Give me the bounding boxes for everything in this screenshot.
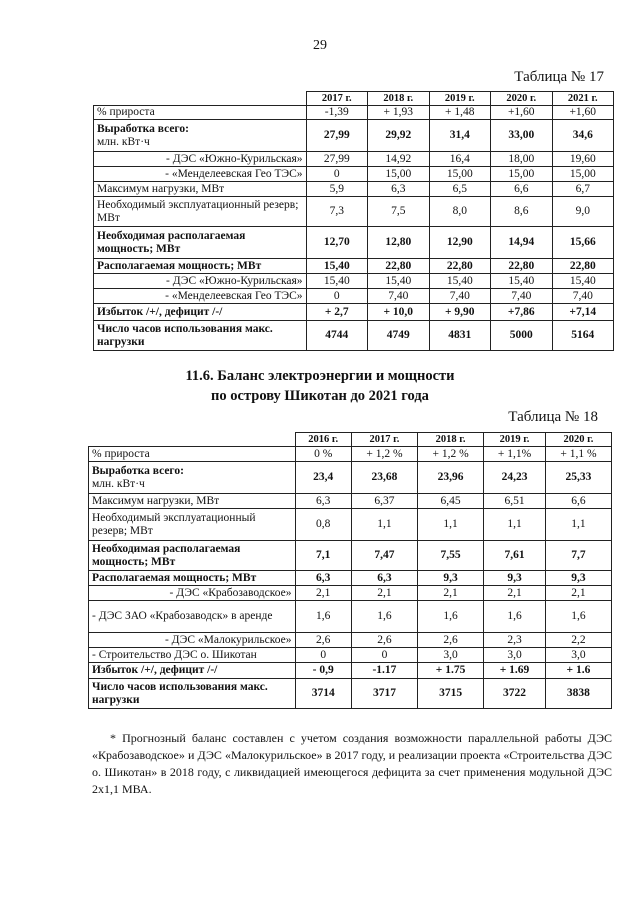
table-row: [89, 601, 612, 633]
row-label-text: Выработка всего:: [92, 464, 184, 477]
footnote: [92, 730, 612, 798]
value-cell: 18,00: [491, 152, 553, 167]
table-row: [94, 274, 614, 289]
value-cell: 15,00: [368, 167, 430, 182]
value-cell: 3838: [545, 679, 611, 709]
table-row: [94, 152, 614, 167]
value-cell: +7,86: [491, 304, 553, 321]
value-cell: + 9,90: [429, 304, 491, 321]
table-row: [94, 106, 614, 120]
row-label: [94, 167, 307, 182]
value-cell: -1.17: [351, 663, 417, 679]
table-17: [93, 91, 614, 351]
value-cell: + 1.69: [484, 663, 546, 679]
value-cell: 2,1: [545, 586, 611, 601]
row-unit-text: млн. кВт·ч: [97, 135, 150, 148]
value-cell: 12,90: [429, 227, 491, 259]
header-empty-cell: [89, 433, 296, 447]
value-cell: 6,3: [368, 182, 430, 197]
value-cell: 7,7: [545, 541, 611, 571]
value-cell: 3722: [484, 679, 546, 709]
row-label-text: % прироста: [92, 447, 150, 460]
value-cell: 15,40: [429, 274, 491, 289]
value-cell: 15,00: [552, 167, 614, 182]
row-label-text: Располагаемая мощность; МВт: [97, 259, 262, 272]
value-cell: + 1,93: [368, 106, 430, 120]
value-cell: 4831: [429, 321, 491, 351]
value-cell: 12,80: [368, 227, 430, 259]
value-cell: 3,0: [484, 648, 546, 663]
row-label-text: Необходимый эксплуатационный резерв; МВт: [97, 198, 299, 224]
value-cell: 0: [351, 648, 417, 663]
table-row: [94, 120, 614, 152]
table-18: [88, 432, 612, 709]
row-label-text: Избыток /+/, дефицит /-/: [97, 305, 223, 318]
value-cell: 25,33: [545, 462, 611, 494]
value-cell: 1,1: [484, 509, 546, 541]
table-row: [94, 197, 614, 227]
value-cell: +7,14: [552, 304, 614, 321]
value-cell: 7,40: [368, 289, 430, 304]
value-cell: 1,1: [545, 509, 611, 541]
value-cell: 1,6: [295, 601, 351, 633]
year-header: 2019 г.: [484, 433, 546, 447]
value-cell: 22,80: [429, 259, 491, 274]
row-label: [89, 663, 296, 679]
value-cell: 0: [306, 167, 368, 182]
table-row: [89, 447, 612, 462]
row-label: [94, 182, 307, 197]
year-header: 2019 г.: [429, 92, 491, 106]
table-row: [94, 227, 614, 259]
value-cell: 9,3: [545, 571, 611, 586]
value-cell: 15,40: [306, 259, 368, 274]
value-cell: 3715: [418, 679, 484, 709]
table-row: [89, 509, 612, 541]
value-cell: 6,3: [295, 571, 351, 586]
value-cell: 6,45: [418, 494, 484, 509]
value-cell: 23,96: [418, 462, 484, 494]
row-label: [89, 648, 296, 663]
row-label: [94, 120, 307, 152]
year-header: 2017 г.: [351, 433, 417, 447]
value-cell: 9,3: [418, 571, 484, 586]
table-row: [89, 679, 612, 709]
table-row: [94, 304, 614, 321]
table-row: [89, 462, 612, 494]
row-label-text: Число часов использования макс. нагрузки: [92, 680, 268, 706]
table-row: [94, 289, 614, 304]
value-cell: 8,6: [491, 197, 553, 227]
value-cell: 15,40: [552, 274, 614, 289]
value-cell: 0 %: [295, 447, 351, 462]
value-cell: 5164: [552, 321, 614, 351]
value-cell: 15,40: [306, 274, 368, 289]
value-cell: 2,6: [295, 633, 351, 648]
value-cell: 15,40: [368, 274, 430, 289]
row-unit-text: млн. кВт·ч: [92, 477, 145, 490]
page-number: 29: [313, 38, 327, 53]
value-cell: 34,6: [552, 120, 614, 152]
table-18-caption: Таблица № 18: [508, 409, 598, 425]
table-row: [89, 586, 612, 601]
row-label-text: - ДЭС «Южно-Курильская»: [166, 152, 303, 165]
year-header: 2016 г.: [295, 433, 351, 447]
row-label-text: Необходимая располагаемая мощность; МВт: [92, 542, 241, 568]
value-cell: 27,99: [306, 120, 368, 152]
value-cell: 19,60: [552, 152, 614, 167]
value-cell: 1,6: [418, 601, 484, 633]
row-label-text: Необходимый эксплуатационный резерв; МВт: [92, 511, 256, 537]
section-title-line-2: по острову Шикотан до 2021 года: [211, 388, 429, 404]
row-label-text: Максимум нагрузки, МВт: [92, 494, 220, 507]
value-cell: 2,1: [351, 586, 417, 601]
value-cell: 22,80: [552, 259, 614, 274]
year-header: 2021 г.: [552, 92, 614, 106]
year-header: 2020 г.: [545, 433, 611, 447]
value-cell: 1,6: [484, 601, 546, 633]
row-label: [89, 679, 296, 709]
table-row: [94, 259, 614, 274]
value-cell: + 1.6: [545, 663, 611, 679]
value-cell: 14,94: [491, 227, 553, 259]
value-cell: 7,40: [491, 289, 553, 304]
value-cell: 12,70: [306, 227, 368, 259]
table-row: [89, 494, 612, 509]
row-label-text: - ДЭС «Крабозаводское»: [169, 586, 292, 599]
row-label-text: % прироста: [97, 106, 155, 118]
table-row: [94, 167, 614, 182]
row-label: [94, 197, 307, 227]
value-cell: 15,00: [429, 167, 491, 182]
value-cell: 7,47: [351, 541, 417, 571]
value-cell: 6,51: [484, 494, 546, 509]
row-label: [89, 509, 296, 541]
value-cell: 3717: [351, 679, 417, 709]
value-cell: 14,92: [368, 152, 430, 167]
value-cell: +1,60: [491, 106, 553, 120]
value-cell: 7,61: [484, 541, 546, 571]
value-cell: + 1,1 %: [545, 447, 611, 462]
row-label: [89, 447, 296, 462]
row-label: [94, 321, 307, 351]
table-row: [89, 633, 612, 648]
value-cell: 6,3: [351, 571, 417, 586]
value-cell: 23,4: [295, 462, 351, 494]
value-cell: 5000: [491, 321, 553, 351]
value-cell: 15,00: [491, 167, 553, 182]
value-cell: 6,5: [429, 182, 491, 197]
value-cell: 0: [295, 648, 351, 663]
value-cell: 7,5: [368, 197, 430, 227]
row-label: [94, 106, 307, 120]
row-label: [89, 633, 296, 648]
value-cell: 5,9: [306, 182, 368, 197]
value-cell: 2,1: [484, 586, 546, 601]
value-cell: + 1.75: [418, 663, 484, 679]
row-label-text: Число часов использования макс. нагрузки: [97, 322, 273, 348]
value-cell: 2,3: [484, 633, 546, 648]
row-label-text: - ДЭС «Малокурильское»: [164, 633, 292, 646]
value-cell: 9,3: [484, 571, 546, 586]
value-cell: 24,23: [484, 462, 546, 494]
value-cell: 1,1: [418, 509, 484, 541]
row-label: [94, 259, 307, 274]
row-label-text: - «Менделеевская Гео ТЭС»: [165, 167, 303, 180]
table-row: [94, 321, 614, 351]
section-title: [0, 366, 640, 406]
table-row: [89, 648, 612, 663]
value-cell: + 1,2 %: [351, 447, 417, 462]
row-label-text: Необходимая располагаемая мощность; МВт: [97, 229, 246, 255]
value-cell: 3,0: [418, 648, 484, 663]
value-cell: 7,40: [429, 289, 491, 304]
value-cell: 2,2: [545, 633, 611, 648]
value-cell: 7,55: [418, 541, 484, 571]
row-label-text: - ДЭС «Южно-Курильская»: [166, 274, 303, 287]
section-title-line-1: 11.6. Баланс электроэнергии и мощности: [185, 368, 455, 384]
value-cell: + 1,48: [429, 106, 491, 120]
value-cell: 16,4: [429, 152, 491, 167]
year-header: 2020 г.: [491, 92, 553, 106]
value-cell: 9,0: [552, 197, 614, 227]
row-label-text: Избыток /+/, дефицит /-/: [92, 664, 218, 676]
row-label: [94, 274, 307, 289]
value-cell: + 1,2 %: [418, 447, 484, 462]
value-cell: 15,66: [552, 227, 614, 259]
value-cell: 8,0: [429, 197, 491, 227]
value-cell: 2,1: [418, 586, 484, 601]
row-label: [94, 152, 307, 167]
table-row: [89, 571, 612, 586]
row-label: [94, 289, 307, 304]
value-cell: 2,6: [351, 633, 417, 648]
row-label-text: Максимум нагрузки, МВт: [97, 182, 225, 195]
value-cell: 15,40: [491, 274, 553, 289]
value-cell: 6,37: [351, 494, 417, 509]
value-cell: 7,40: [552, 289, 614, 304]
value-cell: + 10,0: [368, 304, 430, 321]
table-row: [89, 663, 612, 679]
value-cell: 6,7: [552, 182, 614, 197]
row-label-text: Выработка всего:: [97, 122, 189, 135]
value-cell: 7,1: [295, 541, 351, 571]
value-cell: 31,4: [429, 120, 491, 152]
value-cell: 6,6: [491, 182, 553, 197]
value-cell: 4749: [368, 321, 430, 351]
value-cell: 1,6: [545, 601, 611, 633]
row-label: [89, 462, 296, 494]
row-label: [89, 571, 296, 586]
row-label-text: - «Менделеевская Гео ТЭС»: [165, 289, 303, 302]
value-cell: 29,92: [368, 120, 430, 152]
value-cell: 33,00: [491, 120, 553, 152]
value-cell: 2,1: [295, 586, 351, 601]
value-cell: + 2,7: [306, 304, 368, 321]
value-cell: 2,6: [418, 633, 484, 648]
footnote-text: * Прогнозный баланс составлен с учетом создания возможности параллельной работы ДЭС «Крабозаводское» и ДЭС «Малокурильское» в 2017 году, и реализации проекта «Строительства ДЭС о. Шикотан» в 2018 году, с ликвидацией имеющегося дефицита за счет применения модульной ДЭС 2х1,1 МВА.: [92, 731, 612, 796]
value-cell: 22,80: [368, 259, 430, 274]
value-cell: 4744: [306, 321, 368, 351]
value-cell: + 1,1%: [484, 447, 546, 462]
table-17-caption: Таблица № 17: [514, 69, 604, 85]
table-row: [94, 182, 614, 197]
row-label: [89, 494, 296, 509]
value-cell: 6,6: [545, 494, 611, 509]
value-cell: 0,8: [295, 509, 351, 541]
value-cell: +1,60: [552, 106, 614, 120]
value-cell: 3,0: [545, 648, 611, 663]
value-cell: 3714: [295, 679, 351, 709]
header-empty-cell: [94, 92, 307, 106]
year-header: 2017 г.: [306, 92, 368, 106]
value-cell: 27,99: [306, 152, 368, 167]
row-label-text: - ДЭС ЗАО «Крабозаводск» в аренде: [92, 610, 273, 622]
value-cell: 6,3: [295, 494, 351, 509]
row-label: [89, 601, 296, 633]
value-cell: 1,6: [351, 601, 417, 633]
value-cell: 0: [306, 289, 368, 304]
table-row: [89, 541, 612, 571]
value-cell: - 0,9: [295, 663, 351, 679]
row-label: [94, 304, 307, 321]
year-header: 2018 г.: [418, 433, 484, 447]
value-cell: -1,39: [306, 106, 368, 120]
year-header: 2018 г.: [368, 92, 430, 106]
row-label-text: Располагаемая мощность; МВт: [92, 571, 257, 584]
value-cell: 1,1: [351, 509, 417, 541]
row-label-text: - Строительство ДЭС о. Шикотан: [92, 648, 257, 661]
row-label: [89, 541, 296, 571]
row-label: [94, 227, 307, 259]
value-cell: 22,80: [491, 259, 553, 274]
value-cell: 23,68: [351, 462, 417, 494]
value-cell: 7,3: [306, 197, 368, 227]
row-label: [89, 586, 296, 601]
